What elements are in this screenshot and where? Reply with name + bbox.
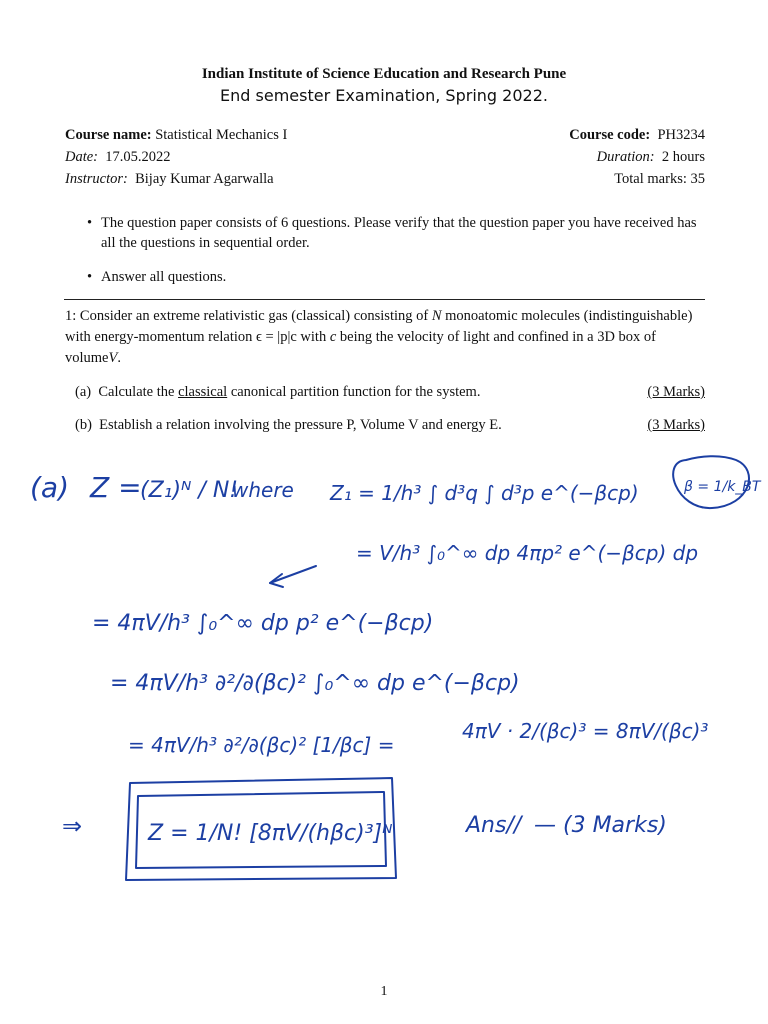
hw-line-4: = 4πV/h³ ∂²/∂(βc)² ∫₀^∞ dp e^(−βcp) xyxy=(110,671,520,696)
total-marks-label: Total marks: xyxy=(614,171,687,187)
total-marks: 35 xyxy=(690,171,705,187)
question-text-4: . xyxy=(117,350,121,366)
subquestion-label: (b) xyxy=(75,417,92,433)
subquestion-text: Establish a relation involving the pressure P, Volume V and energy E. xyxy=(99,417,502,433)
subquestion-text-post: canonical partition function for the system. xyxy=(230,384,481,400)
hw-arrow xyxy=(270,566,316,583)
hw-line-5: = 4πV/h³ ∂²/∂(βc)² [1/βc] = xyxy=(128,733,395,757)
subquestion-label: (a) xyxy=(75,384,92,400)
subquestion-underlined: classical xyxy=(178,384,228,400)
exam-date: 17.05.2022 xyxy=(105,149,171,165)
date-label: Date: xyxy=(65,149,99,165)
subquestion-text-pre: Calculate the xyxy=(98,384,175,400)
hw-beta-def: β = 1/k_BT xyxy=(684,479,761,495)
question-var-c: c xyxy=(329,329,337,345)
question-text-1: Consider an extreme relativistic gas (classical) consisting of xyxy=(79,308,429,324)
hw-z-rhs: (Z₁)ᴺ / N! xyxy=(140,478,239,503)
course-name: Statistical Mechanics I xyxy=(155,127,288,143)
duration-label: Duration: xyxy=(596,149,655,165)
hw-line-2: = V/h³ ∫₀^∞ dp 4πp² e^(−βcp) dp xyxy=(356,541,699,565)
page-number: 1 xyxy=(380,984,388,999)
question-number: 1: xyxy=(65,308,77,324)
subquestion-marks: (3 Marks) xyxy=(647,384,705,400)
question-text-2: monoatomic molecules (indistinguishable) with energy-momentum relation ϵ = |p|c with xyxy=(65,308,693,345)
question-text-3: being the velocity of light and confined in a 3D box of volume xyxy=(65,329,656,366)
hw-line-5-result: 4πV · 2/(βc)³ = 8πV/(βc)³ xyxy=(462,719,709,743)
instructor-label: Instructor: xyxy=(65,171,128,187)
hw-ans: Ans// xyxy=(466,813,522,838)
hw-final-answer: Z = 1/N! [8πV/(hβc)³]ᴺ xyxy=(148,821,393,846)
instructor-name: Bijay Kumar Agarwalla xyxy=(135,171,274,187)
instruction-item: • The question paper consists of 6 questions. Please verify that the question paper you have received has all the questions in sequential order. xyxy=(87,213,705,253)
hw-marks-note: — (3 Marks) xyxy=(534,813,667,838)
subquestion-marks: (3 Marks) xyxy=(647,417,705,433)
course-code-label: Course code: xyxy=(569,127,651,143)
hw-part-label: (a) xyxy=(30,471,70,504)
institute-title: Indian Institute of Science Education and Research Pune xyxy=(201,66,567,82)
hw-line-3: = 4πV/h³ ∫₀^∞ dp p² e^(−βcp) xyxy=(92,611,434,636)
hw-z-lhs: Z = xyxy=(90,471,142,504)
hw-z1-def: Z₁ = 1/h³ ∫ d³q ∫ d³p e^(−βcp) xyxy=(330,481,639,505)
question-var-v: V xyxy=(108,350,118,366)
hw-implies: ⇒ xyxy=(62,812,83,840)
instruction-item: • Answer all questions. xyxy=(87,267,705,287)
course-name-label: Course name: xyxy=(65,127,152,143)
exam-title: End semester Examination, Spring 2022. xyxy=(220,86,548,105)
course-code: PH3234 xyxy=(657,127,705,143)
question-var-n: N xyxy=(431,308,442,324)
duration: 2 hours xyxy=(661,149,705,165)
hw-where: where xyxy=(232,478,294,502)
